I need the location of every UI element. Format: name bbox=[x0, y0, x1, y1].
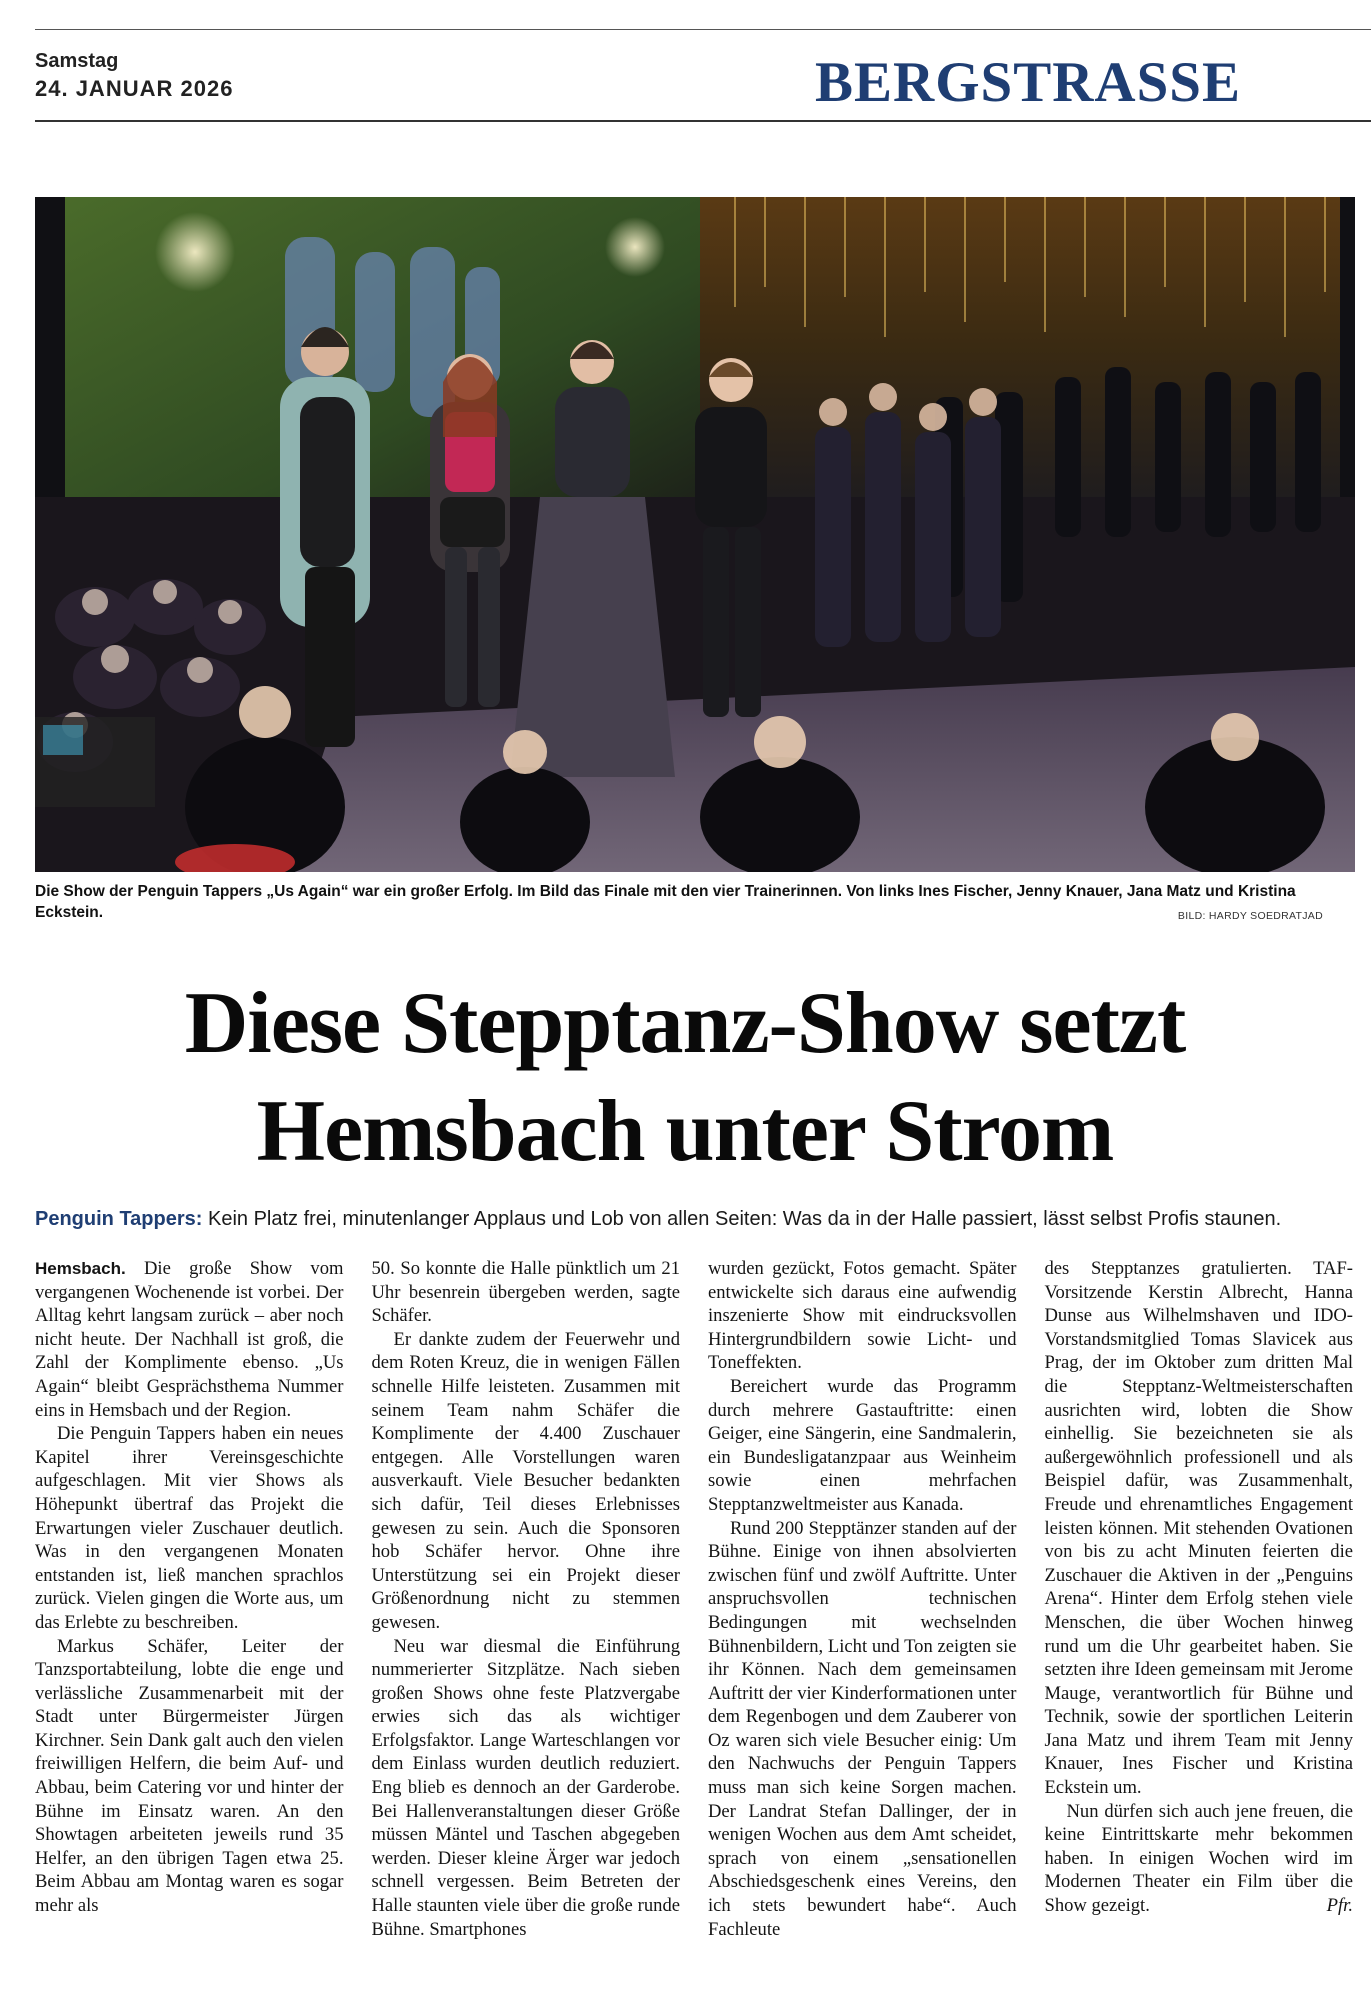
article-column-3 bbox=[708, 1257, 1017, 1977]
article-paragraph: des Stepptanzes gratulierten. TAF-Vorsitzende Kerstin Albrecht, Hanna Dunse aus Wilhelmshaven und IDO-Vorstandsmitglied Tomas Slavicek aus Prag, der im Oktober zum dritten Mal die Stepptanz-Weltmeisterschaften ausrichten wird, lobten die Show einhellig. Sie bezeichneten sie als außergewöhnlich professionell und als Beispiel dafür, was Zusammenhalt, Freude und ehrenamtliches Engagement leisten können. Mit stehenden Ovationen von bis zu acht Minuten feierten die Zuschauer die Aktiven in der „Penguins Arena“. Hinter dem Erfolg stehen viele Menschen, die über Wochen hinweg rund um die Uhr gearbeitet haben. Sie setzten ihre Ideen gemeinsam mit Jerome Mauge, verantwortlich für Bühne und Technik, sowie der sportlichen Leiterin Jana Matz und ihrem Team mit Jenny Knauer, Ines Fischer und Kristina Eckstein um. bbox=[1044, 1258, 1353, 1799]
issue-date-block bbox=[35, 48, 233, 104]
article-paragraph: 50. So konnte die Halle pünktlich um 21 Uhr besenrein übergeben werden, sagte Schäfer. bbox=[371, 1258, 680, 1327]
issue-date: 24. JANUAR 2026 bbox=[35, 76, 234, 101]
stage-illustration bbox=[35, 197, 1355, 872]
section-title: BERGSTRASSE bbox=[815, 51, 1242, 114]
article-paragraph bbox=[1045, 1800, 1354, 1918]
paragraph-text: Die große Show vom vergangenen Wochenende ist vorbei. Der Alltag kehrt langsam zurück – aber noch nicht heute. Der Nachhall ist groß, die Zahl der Komplimente ebenso. „Us Again“ bleibt Gesprächsthema Nummer eins in Hemsbach und der Region. bbox=[35, 1258, 344, 1421]
article-column-2 bbox=[372, 1257, 681, 1977]
article-paragraph: Markus Schäfer, Leiter der Tanzsportabteilung, lobte die enge und verlässliche Zusammenarbeit mit der Stadt unter Bürgermeister Jürgen Kirchner. Sein Dank galt auch den vielen freiwilligen Helfern, die beim Auf- und Abbau, beim Catering vor und hinter der Bühne im Einsatz waren. An den Showtagen arbeiteten jeweils rund 35 Helfer, an den übrigen Tagen etwa 25. Beim Abbau am Montag waren es sogar mehr als bbox=[35, 1635, 344, 1917]
headline-line-2: Hemsbach unter Strom bbox=[256, 1083, 1114, 1180]
article-paragraph: Neu war diesmal die Einführung nummerierter Sitzplätze. Nach sieben großen Shows ohne feste Platzvergabe erwies sich das als wichtiger Erfolgsfaktor. Lange Warteschlangen vor dem Einlass wurden deutlich reduziert. Eng blieb es dennoch an der Garderobe. Bei Hallenveranstaltungen dieser Größe müssen Mäntel und Taschen abgegeben werden. Dieser kleine Ärger war jedoch schnell vergessen. Beim Betreten der Halle staunten viele über die große runde Bühne. Smartphones bbox=[371, 1635, 680, 1940]
paragraph-text: Nun dürfen sich auch jene freuen, die keine Eintrittskarte mehr bekommen haben. In einigen Wochen wird im Modernen Theater ein Film über die Show gezeigt. bbox=[1044, 1800, 1353, 1917]
top-rule bbox=[35, 29, 1371, 30]
headline bbox=[60, 970, 1310, 1186]
article-paragraph: Bereichert wurde das Programm durch mehrere Gastauftritte: einen Geiger, eine Sängerin, eine Sandmalerin, ein Bundesligatanzpaar aus Weinheim sowie einen mehrfachen Stepptanzweltmeister aus Kanada. bbox=[708, 1375, 1017, 1515]
photo-caption: Die Show der Penguin Tappers „Us Again“ war ein großer Erfolg. Im Bild das Finale mit den vier Trainerinnen. Von links Ines Fischer, Jenny Knauer, Jana Matz und Kristina Eckstein. bbox=[35, 883, 1296, 921]
article-paragraph: Er dankte zudem der Feuerwehr und dem Roten Kreuz, die in wenigen Fällen schnelle Hilfe leisteten. Zusammen mit seinem Team nahm Schäfer die Komplimente der 4.400 Zuschauer entgegen. Alle Vorstellungen waren ausverkauft. Viele Besucher bedankten sich dafür, Teil dieses Erlebnisses gewesen zu sein. Auch die Sponsoren hob Schäfer hervor. Ohne ihre Unterstützung sei ein Projekt dieser Größenordnung nicht zu stemmen gewesen. bbox=[371, 1328, 680, 1633]
article-paragraph bbox=[35, 1257, 344, 1422]
article-paragraph: Die Penguin Tappers haben ein neues Kapitel ihrer Vereinsgeschichte aufgeschlagen. Mit vier Shows als Höhepunkt übertraf das Projekt die Erwartungen vieler Zuschauer deutlich. Was in den vergangenen Monaten entstanden ist, ließ manchen sprachlos zurück. Vielen gingen die Worte aus, um das Erlebte zu beschreiben. bbox=[35, 1423, 344, 1633]
subheadline-label: Penguin Tappers: bbox=[35, 1208, 203, 1230]
show-finale-photo bbox=[35, 197, 1355, 872]
article-column-4 bbox=[1045, 1257, 1354, 1977]
article-paragraph: wurden gezückt, Fotos gemacht. Später entwickelte sich daraus eine aufwendig inszenierte Show mit eindrucksvollen Hintergrundbildern sowie Licht- und Toneffekten. bbox=[708, 1258, 1017, 1374]
subheadline-text: Kein Platz frei, minutenlanger Applaus und Lob von allen Seiten: Was da in der Halle passiert, lässt selbst Profis staunen. bbox=[202, 1208, 1282, 1230]
dateline: Hemsbach. bbox=[35, 1259, 126, 1278]
weekday: Samstag bbox=[35, 50, 119, 72]
author-initials: Pfr. bbox=[1326, 1895, 1353, 1917]
article-body bbox=[35, 1257, 1353, 1977]
masthead-rule bbox=[35, 120, 1371, 122]
article-column-1 bbox=[35, 1257, 344, 1977]
headline-line-1: Diese Stepptanz-Show setzt bbox=[184, 975, 1186, 1072]
subheadline bbox=[35, 1205, 1355, 1233]
photo-credit: BILD: HARDY SOEDRATJAD bbox=[1177, 910, 1323, 922]
article-paragraph: Rund 200 Stepptänzer standen auf der Bühne. Einige von ihnen absolvierten zwischen fünf und zwölf Auftritte. Unter anspruchsvollen technischen Bedingungen mit wechselnden Bühnenbildern, Licht und Ton zeigten sie ihr Können. Nach dem gemeinsamen Auftritt der vier Kinderformationen unter dem Regenbogen und dem Zauberer von Oz waren sich viele Besucher einig: Um den Nachwuchs der Penguin Tappers muss man sich keine Sorgen machen. Der Landrat Stefan Dallinger, der in wenigen Wochen aus dem Amt scheidet, sprach von einem „sensationellen Abschiedsgeschenk eines Vereins, den ich stets bewundert habe“. Auch Fachleute bbox=[708, 1517, 1017, 1940]
